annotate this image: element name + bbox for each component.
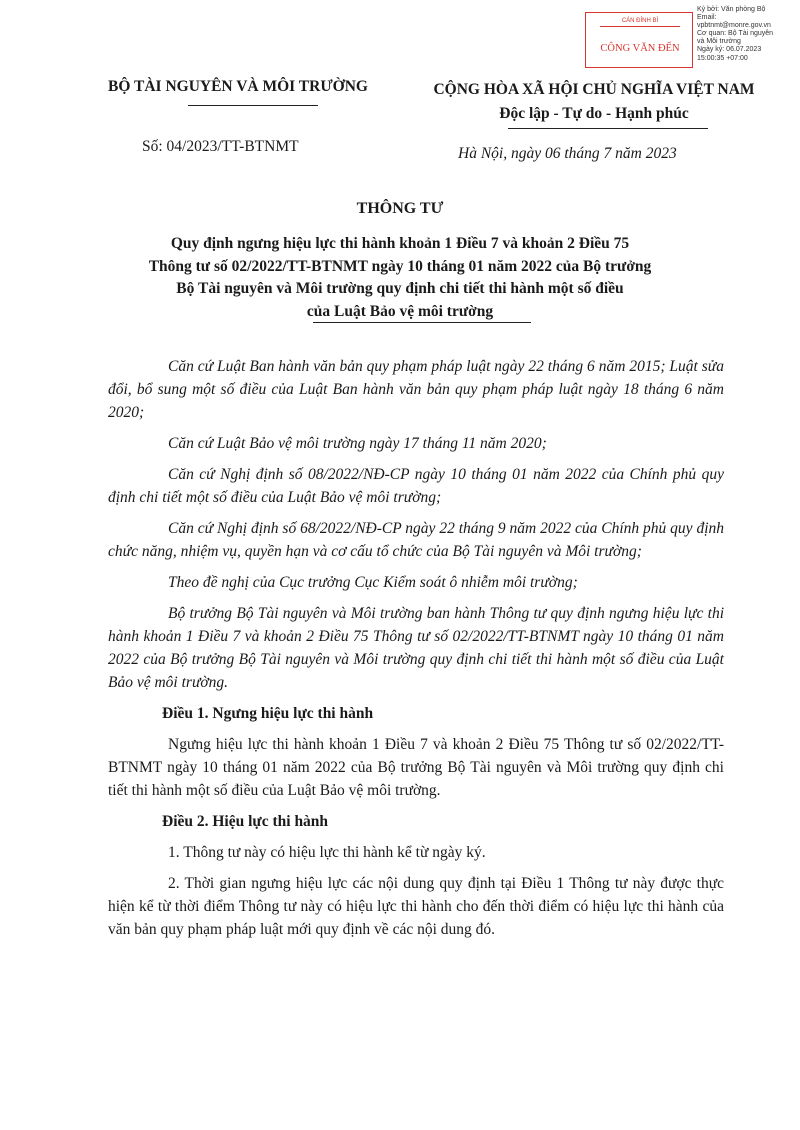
signature-line: Cơ quan: Bộ Tài nguyên xyxy=(697,30,774,38)
digital-signature-info xyxy=(697,6,797,63)
signature-line: và Môi trường xyxy=(697,38,741,46)
country-name: CỘNG HÒA XÃ HỘI CHỦ NGHĨA VIỆT NAM xyxy=(433,81,755,98)
signature-line: Email: xyxy=(697,14,717,22)
stamp-main-text: CÔNG VĂN ĐẾN xyxy=(600,43,680,54)
date-place: Hà Nội, ngày 06 tháng 7 năm 2023 xyxy=(458,145,677,162)
article-1-heading: Điều 1. Ngưng hiệu lực thi hành xyxy=(162,705,374,722)
signature-line: Ký bởi: Văn phòng Bộ xyxy=(697,6,766,13)
document-type: THÔNG TƯ xyxy=(356,200,444,217)
legal-basis-paragraph: Căn cứ Nghị định số 08/2022/NĐ-CP ngày 10 tháng 01 năm 2022 của Chính phủ quy định chi tiết một số điều của Luật Bảo vệ môi trường; xyxy=(108,466,724,506)
article-2-clause-1: 1. Thông tư này có hiệu lực thi hành kể từ ngày ký. xyxy=(168,844,486,861)
title-line: Quy định ngưng hiệu lực thi hành khoản 1 Điều 7 và khoản 2 Điều 75 xyxy=(170,235,630,252)
title-underline xyxy=(313,322,531,323)
ministry-name: BỘ TÀI NGUYÊN VÀ MÔI TRƯỜNG xyxy=(108,78,368,95)
article-2-clause-2: 2. Thời gian ngưng hiệu lực các nội dung quy định tại Điều 1 Thông tư này được thực hiện kể từ thời điểm Thông tư này có hiệu lực thi hành cho đến thời điểm có hiệu lực thi hành của văn bản quy phạm pháp luật mới quy định về các nội dung đó. xyxy=(108,875,724,938)
article-1-paragraph: Ngưng hiệu lực thi hành khoản 1 Điều 7 và khoản 2 Điều 75 Thông tư số 02/2022/TT-BTNMT ngày 10 tháng 01 năm 2022 của Bộ trưởng Bộ Tài nguyên và Môi trường quy định chi tiết thi hành một số điều của Luật Bảo vệ môi trường. xyxy=(108,736,724,799)
signature-line: vpbtnmt@monre.gov.vn xyxy=(697,22,771,30)
title-line: Bộ Tài nguyên và Môi trường quy định chi tiết thi hành một số điều xyxy=(176,280,624,297)
article-2-heading: Điều 2. Hiệu lực thi hành xyxy=(162,813,329,830)
title-line: Thông tư số 02/2022/TT-BTNMT ngày 10 tháng 01 năm 2022 của Bộ trưởng xyxy=(148,257,652,275)
promulgation-paragraph: Bộ trưởng Bộ Tài nguyên và Môi trường ban hành Thông tư quy định ngưng hiệu lực thi hành khoản 1 Điều 7 và khoản 2 Điều 75 Thông tư số 02/2022/TT-BTNMT ngày 10 tháng 01 năm 2022 của Bộ trưởng Bộ Tài nguyên và Môi trường quy định chi tiết thi hành một số điều của Luật Bảo vệ môi trường. xyxy=(108,605,724,691)
document-body xyxy=(108,355,724,949)
signature-line: 15:00:35 +07:00 xyxy=(697,54,748,62)
title-line: của Luật Bảo vệ môi trường xyxy=(306,302,494,320)
legal-basis-paragraph: Căn cứ Luật Bảo vệ môi trường ngày 17 tháng 11 năm 2020; xyxy=(168,435,547,452)
legal-basis-paragraph: Căn cứ Luật Ban hành văn bản quy phạm pháp luật ngày 22 tháng 6 năm 2015; Luật sửa đổi, bổ sung một số điều của Luật Ban hành văn bản quy phạm pháp luật ngày 18 tháng 6 năm 2020; xyxy=(108,358,724,421)
national-header xyxy=(410,78,778,126)
document-number: Số: 04/2023/TT-BTNMT xyxy=(142,138,299,155)
signature-line: Ngày ký: 06.07.2023 xyxy=(697,46,762,54)
incoming-document-stamp xyxy=(585,12,693,68)
national-motto: Độc lập - Tự do - Hạnh phúc xyxy=(499,105,689,122)
ministry-underline xyxy=(188,105,318,106)
motto-underline xyxy=(508,128,708,129)
proposal-paragraph: Theo đề nghị của Cục trưởng Cục Kiểm soát ô nhiễm môi trường; xyxy=(168,574,578,591)
stamp-top-text: CÁN ĐÍNH BÌ xyxy=(600,17,680,27)
legal-basis-paragraph: Căn cứ Nghị định số 68/2022/NĐ-CP ngày 22 tháng 9 năm 2022 của Chính phủ quy định chức năng, nhiệm vụ, quyền hạn và cơ cấu tổ chức của Bộ Tài nguyên và Môi trường; xyxy=(108,520,724,560)
document-title xyxy=(90,233,710,323)
